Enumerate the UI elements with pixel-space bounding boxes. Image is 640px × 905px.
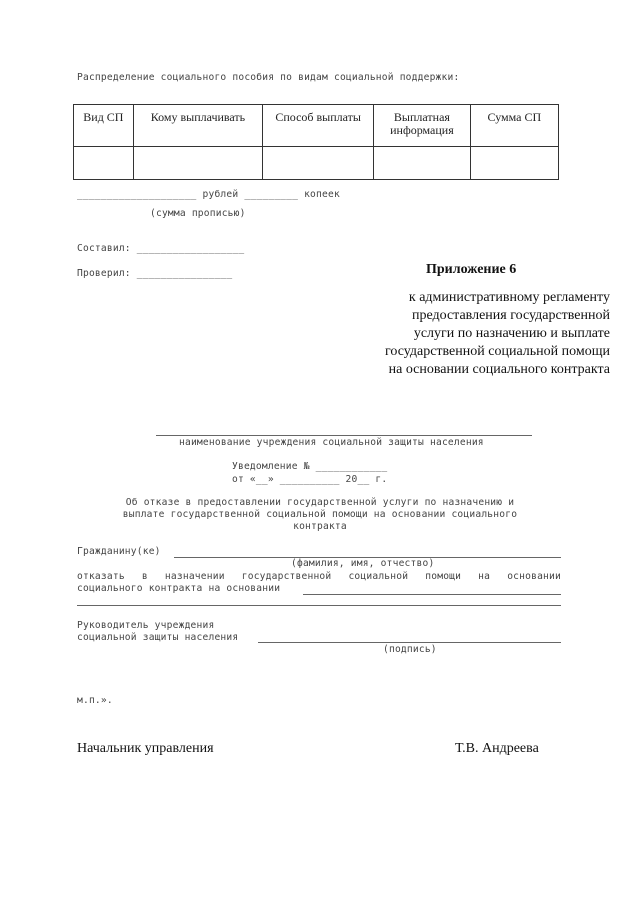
appendix-line: услуги по назначению и выплате xyxy=(413,326,610,341)
head-label-2: социальной защиты населения xyxy=(77,632,239,643)
notice-date: от «__» __________ 20__ г. xyxy=(232,474,388,485)
sum-line: ____________________ рублей _________ копеек xyxy=(77,189,340,200)
institution-line xyxy=(156,435,532,436)
refusal-line-1: отказать в назначении государственной социальной помощи на основании xyxy=(77,571,561,582)
compiled-by: Составил: __________________ xyxy=(77,243,245,254)
distribution-heading: Распределение социального пособия по видам социальной поддержки: xyxy=(77,72,460,83)
refusal-reason-line-2 xyxy=(77,605,561,606)
head-label-1: Руководитель учреждения xyxy=(77,620,215,631)
footer-name: Т.В. Андреева xyxy=(455,741,539,756)
table-cell xyxy=(470,147,558,180)
table-cell xyxy=(74,147,134,180)
column-header: Способ выплаты xyxy=(263,105,374,147)
sum-caption: (сумма прописью) xyxy=(150,208,246,219)
appendix-line: предоставления государственной xyxy=(411,308,610,323)
subject-line: выплате государственной социальной помощи на основании социального xyxy=(122,509,518,520)
table-header-row xyxy=(74,105,559,147)
payment-distribution-table xyxy=(73,104,559,180)
column-header: Кому выплачивать xyxy=(133,105,262,147)
stamp-place: м.п.». xyxy=(77,695,113,706)
appendix-title: Приложение 6 xyxy=(426,262,517,277)
footer-position: Начальник управления xyxy=(77,741,214,756)
appendix-line: государственной социальной помощи xyxy=(384,344,610,359)
refusal-reason-line xyxy=(303,594,561,595)
table-row xyxy=(74,147,559,180)
column-header: Выплатная информация xyxy=(374,105,470,147)
subject-line: контракта xyxy=(293,521,347,532)
table-cell xyxy=(374,147,470,180)
refusal-line-2: социального контракта на основании xyxy=(77,583,281,594)
signature-line xyxy=(258,642,561,643)
column-header: Сумма СП xyxy=(470,105,558,147)
table-cell xyxy=(263,147,374,180)
citizen-caption: (фамилия, имя, отчество) xyxy=(291,558,435,569)
signature-caption: (подпись) xyxy=(383,644,437,655)
notice-subject xyxy=(0,497,640,533)
appendix-line: на основании социального контракта xyxy=(388,362,610,377)
institution-caption: наименование учреждения социальной защиты населения xyxy=(179,437,484,448)
column-header: Вид СП xyxy=(74,105,134,147)
appendix-line: к административному регламенту xyxy=(408,290,610,305)
citizen-label: Гражданину(ке) xyxy=(77,546,161,557)
subject-line: Об отказе в предоставлении государственной услуги по назначению и xyxy=(125,497,515,508)
notice-number: Уведомление № ____________ xyxy=(232,461,388,472)
appendix-text xyxy=(385,289,610,379)
checked-by: Проверил: ________________ xyxy=(77,268,233,279)
table-cell xyxy=(133,147,262,180)
